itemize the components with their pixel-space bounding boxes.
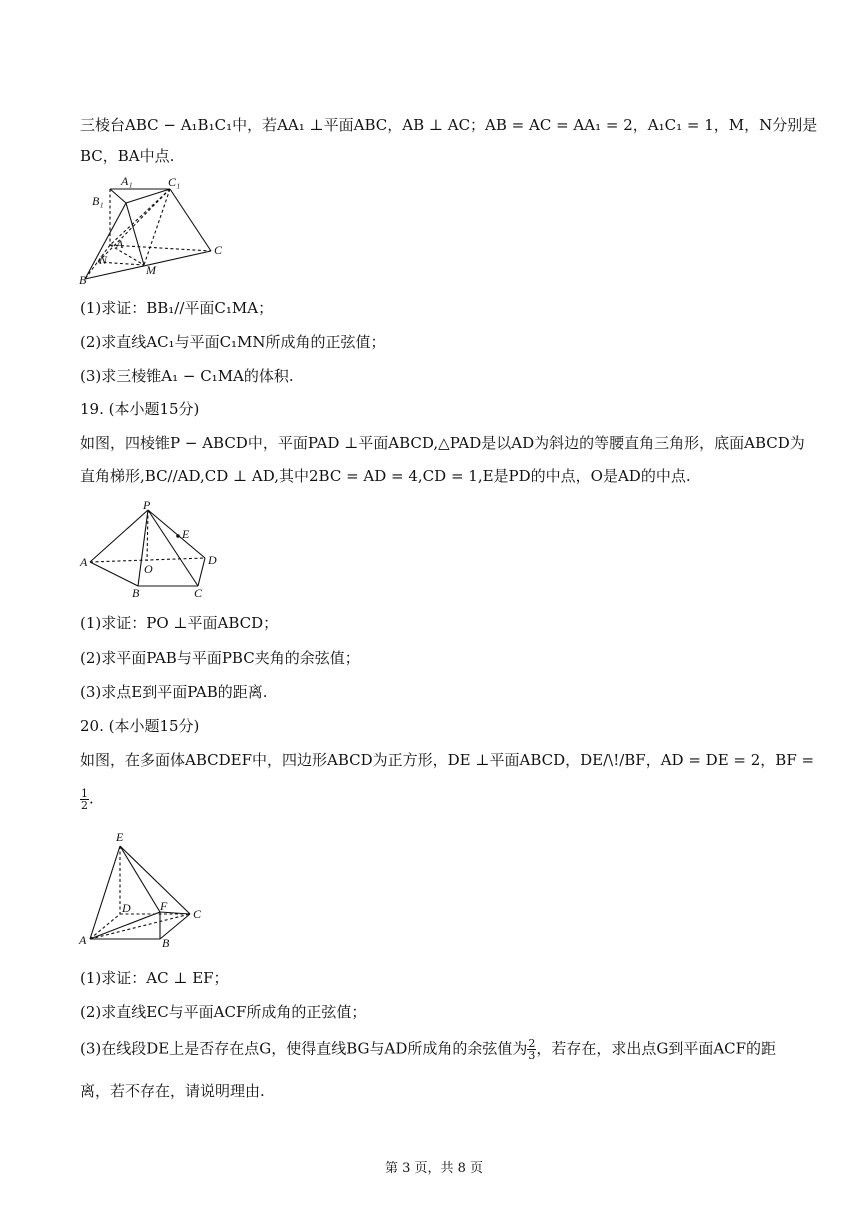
p20-label-e: E: [116, 830, 124, 844]
p20-intro-line2: $\frac{1}{2}$ .: [81, 787, 94, 812]
p20-question1: (1)求证：AC ⊥ EF；: [80, 969, 229, 987]
p19-label-e: E: [182, 527, 190, 541]
p19-label-o: O: [144, 562, 153, 576]
p19-label-c: C: [194, 586, 203, 600]
p18-label-c1: C₁: [168, 175, 181, 189]
p19-question3: (3)求点E到平面PAB的距离.: [80, 683, 268, 701]
p18-question3: (3)求三棱锥A₁ − C₁MA的体积.: [80, 367, 294, 385]
p20-label-d: D: [122, 901, 131, 915]
p20-header: 20. (本小题15分): [80, 717, 200, 735]
p19-label-a: A: [80, 555, 88, 569]
p20-question3-line2: 离，若不存在，请说明理由.: [80, 1082, 265, 1100]
p18-question1: (1)求证：BB₁//平面C₁MA；: [80, 299, 274, 317]
p20-intro-line1: 如图，在多面体ABCDEF中，四边形ABCD为正方形，DE ⊥平面ABCD，DE/\!/BF，AD = DE = 2，BF =: [80, 751, 815, 769]
p19-label-d: D: [208, 553, 217, 567]
page-footer: 第 3 页，共 8 页: [384, 1161, 484, 1176]
p19-question1: (1)求证：PO ⊥平面ABCD；: [80, 614, 279, 632]
p18-question2: (2)求直线AC₁与平面C₁MN所成角的正弦值；: [80, 333, 386, 351]
p19-intro-line2: 直角梯形,BC//AD,CD ⊥ AD,其中2BC = AD = 4,CD = 1,E是PD的中点，O是AD的中点.: [80, 467, 691, 485]
p20-label-a: A: [79, 933, 87, 947]
p19-label-b: B: [132, 586, 140, 600]
p19-pyramid-figure: [78, 496, 228, 601]
p18-label-b1: B₁: [92, 194, 104, 208]
p18-label-c: C: [214, 243, 223, 257]
p18-frustum-figure: [78, 172, 238, 287]
p20-label-b: B: [162, 936, 170, 950]
p20-label-c: C: [193, 907, 202, 921]
p18-label-m: M: [146, 263, 156, 277]
p18-label-a1: A₁: [121, 174, 133, 188]
p19-label-p: P: [143, 498, 151, 512]
cos-fraction: $\frac{2}{3}$: [528, 1037, 536, 1062]
p19-intro-line1: 如图，四棱锥P − ABCD中，平面PAD ⊥平面ABCD,△PAD是以AD为斜边的等腰直角三角形，底面ABCD为: [80, 434, 805, 452]
p20-question2: (2)求直线EC与平面ACF所成角的正弦值；: [80, 1003, 367, 1021]
bf-fraction: $\frac{1}{2}$: [81, 787, 88, 812]
p18-intro-line2: BC，BA中点.: [80, 147, 175, 165]
p18-intro-line1: 三棱台ABC − A₁B₁C₁中，若AA₁ ⊥平面ABC，AB ⊥ AC；AB = AC = AA₁ = 2，A₁C₁ = 1，M，N分别是: [80, 116, 818, 134]
p18-label-n: N: [99, 253, 108, 267]
p18-label-b: B: [79, 273, 87, 287]
p18-label-a: A: [116, 237, 124, 251]
p20-label-f: F: [160, 899, 168, 913]
p19-header: 19. (本小题15分): [80, 400, 200, 418]
p20-polyhedron-figure: [78, 826, 218, 951]
p19-question2: (2)求平面PAB与平面PBC夹角的余弦值；: [80, 649, 360, 667]
p20-question3-line1: (3)在线段DE上是否存在点G，使得直线BG与AD所成角的余弦值为 $\frac{2}{3}$ ，若存在，求出点G到平面ACF的距: [80, 1037, 777, 1062]
